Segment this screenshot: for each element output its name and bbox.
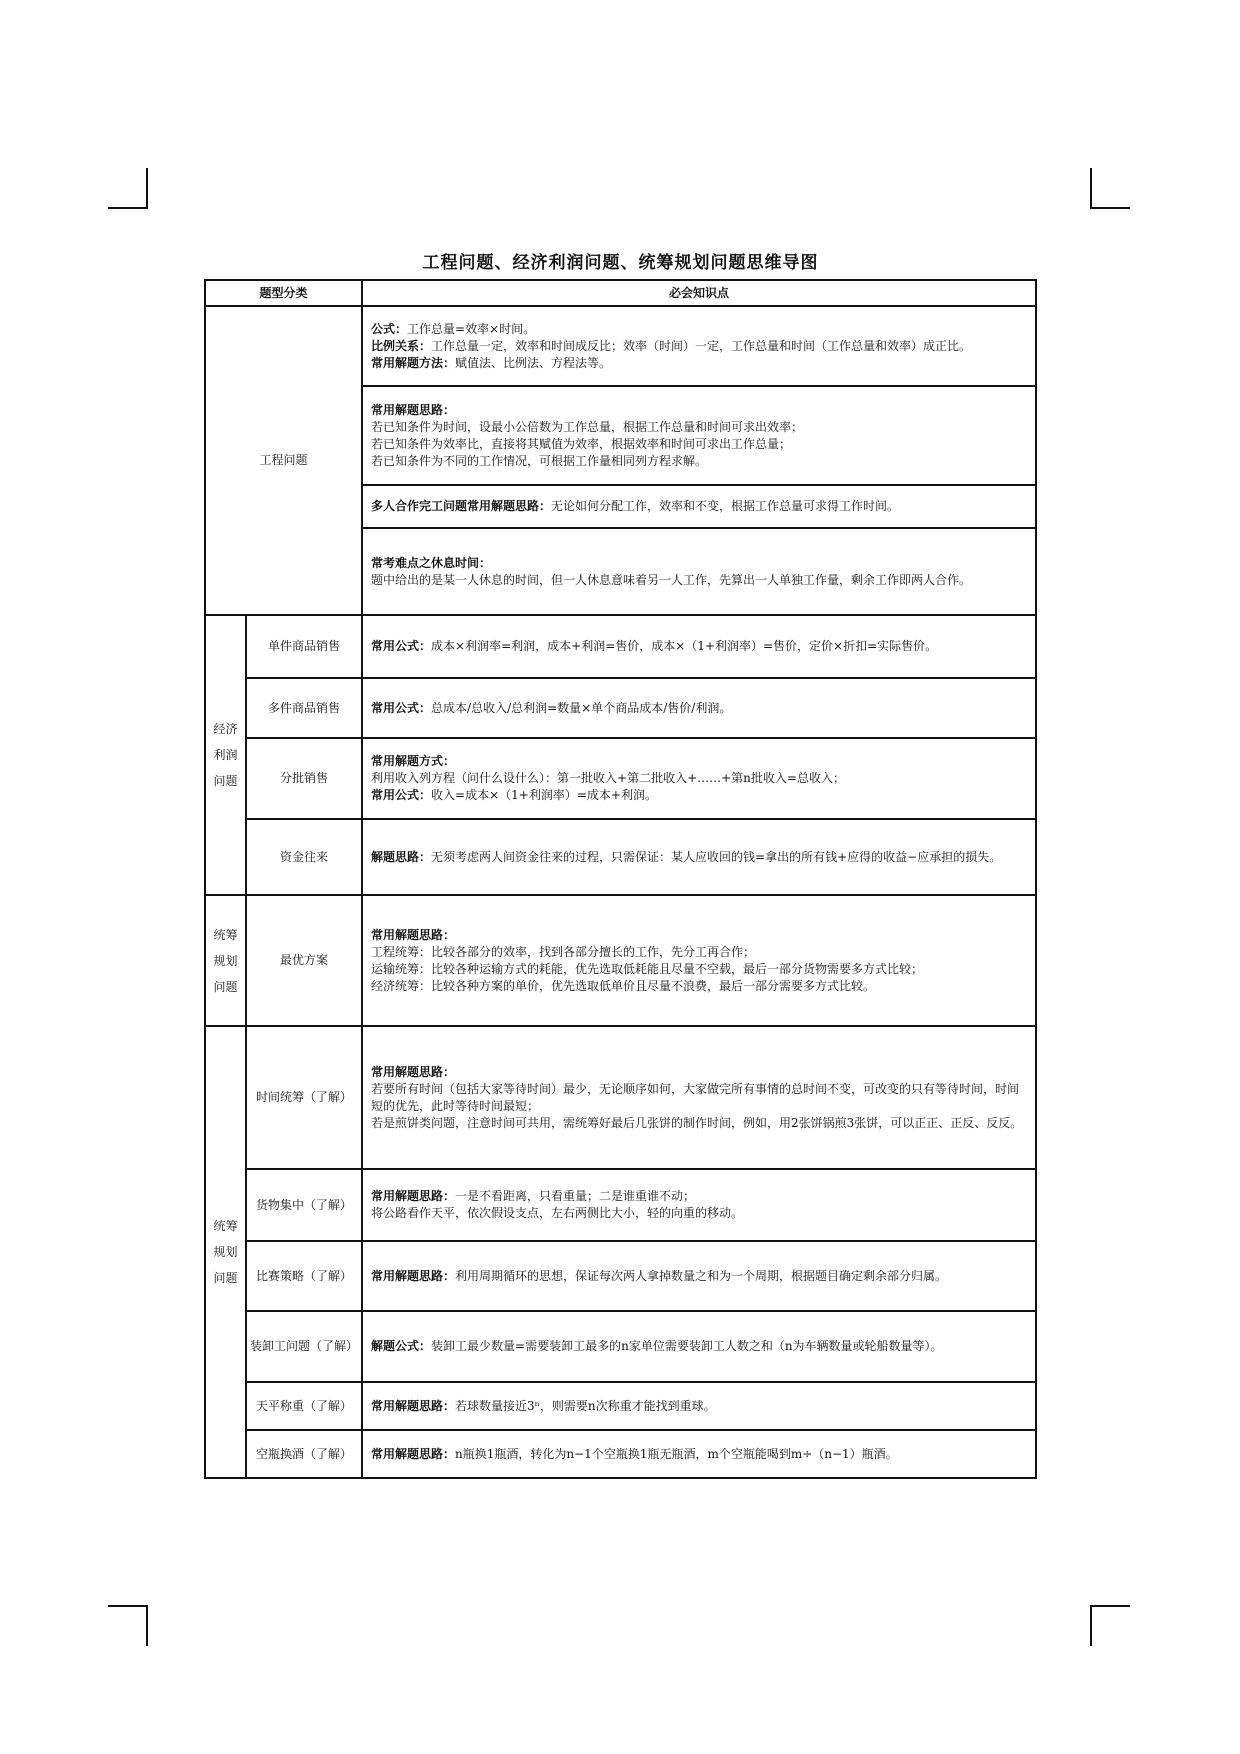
- knowledge-cell: [362, 1311, 1036, 1382]
- knowledge-line-label: 常用公式：: [371, 639, 432, 653]
- table-row: [205, 738, 1036, 819]
- knowledge-line-label: 解题思路：: [371, 849, 432, 864]
- table-row: [205, 1026, 1036, 1169]
- knowledge-cell: [362, 615, 1036, 678]
- knowledge-cell: [362, 1169, 1036, 1241]
- knowledge-line: [371, 787, 1027, 804]
- knowledge-line-text: 经济统筹：比较各种方案的单价，优先选取低单价且尽量不浪费，最后一部分需要多方式比较。: [371, 978, 876, 993]
- subcategory-cell: [246, 1382, 362, 1430]
- category-group-label: 统筹规划问题: [213, 927, 238, 994]
- knowledge-line-text: 运输统筹：比较各种运输方式的耗能，优先选取低耗能且尽量不空载，最后一部分货物需要多方式比较；: [371, 961, 924, 976]
- table-row: [205, 615, 1036, 678]
- subcategory-label: 资金往来: [280, 849, 329, 864]
- knowledge-line-text: 题中给出的是某一人休息的时间，但一人休息意味着另一人工作，先算出一人单独工作量，剩余工作即两人合作。: [371, 572, 972, 587]
- subcategory-label: 最优方案: [280, 953, 329, 967]
- table-row: [205, 678, 1036, 738]
- knowledge-cell: [362, 1026, 1036, 1169]
- knowledge-line: [371, 770, 1027, 787]
- knowledge-line: [371, 1398, 1027, 1415]
- knowledge-cell: [362, 528, 1036, 615]
- knowledge-cell: [362, 678, 1036, 738]
- knowledge-line-text: 利用收入列方程（问什么设什么）：第一批收入+第二批收入+……+第n批收入=总收入；: [371, 771, 845, 785]
- knowledge-line-label: 常用解题思路：: [371, 927, 456, 942]
- crop-mark-top-left: [108, 207, 148, 209]
- knowledge-line: [371, 1064, 1027, 1081]
- table-header-row: [205, 280, 1036, 306]
- table-row: [205, 1382, 1036, 1430]
- subcategory-label: 空瓶换酒（了解）: [256, 1446, 353, 1461]
- knowledge-line-text: 若球数量接近3ⁿ，则需要n次称重才能找到重球。: [455, 1398, 716, 1413]
- table-row: [205, 819, 1036, 895]
- subcategory-cell: [246, 1169, 362, 1241]
- knowledge-line-label: 常考难点之休息时间：: [371, 555, 492, 570]
- table-row: [205, 306, 1036, 386]
- subcategory-cell: [246, 678, 362, 738]
- subcategory-label: 多件商品销售: [268, 700, 341, 715]
- knowledge-line-label: 常用解题思路：: [371, 1446, 456, 1461]
- knowledge-cell: [362, 1241, 1036, 1311]
- knowledge-line: [371, 338, 1027, 355]
- header-knowledge: 必会知识点: [362, 280, 1036, 306]
- knowledge-cell: [362, 485, 1036, 528]
- knowledge-cell: [362, 386, 1036, 485]
- subcategory-cell: [246, 615, 362, 678]
- knowledge-line: [371, 1115, 1027, 1132]
- subcategory-cell: [246, 1430, 362, 1478]
- knowledge-line-label: 常用解题思路：: [371, 1398, 456, 1413]
- knowledge-line-text: 成本×利润率=利润，成本+利润=售价，成本×（1+利润率）=售价，定价×折扣=实际售价。: [431, 639, 938, 653]
- knowledge-line: [371, 1338, 1027, 1355]
- knowledge-line: [371, 944, 1027, 961]
- subcategory-label: 货物集中（了解）: [256, 1197, 353, 1212]
- table-row: [205, 895, 1036, 1026]
- knowledge-line-text: 工作总量一定，效率和时间成反比；效率（时间）一定，工作总量和时间（工作总量和效率）成正比。: [431, 338, 972, 353]
- knowledge-line-text: 赋值法、比例法、方程法等。: [455, 355, 612, 370]
- category-group: [205, 1026, 246, 1478]
- knowledge-line-label: 常用解题思路：: [371, 1268, 456, 1283]
- category-group: [205, 615, 246, 895]
- knowledge-line-text: n瓶换1瓶酒，转化为n−1个空瓶换1瓶无瓶酒，m个空瓶能喝到m÷（n−1）瓶酒。: [455, 1446, 898, 1461]
- knowledge-line: [371, 355, 1027, 372]
- knowledge-line-label: 解题公式：: [371, 1339, 432, 1353]
- knowledge-line-text: 若要所有时间（包括大家等待时间）最少，无论顺序如何，大家做完所有事情的总时间不变，可改变的只有等待时间，时间短的优先，此时等待时间最短；: [371, 1081, 1020, 1113]
- category-group: [205, 306, 362, 615]
- table-row: [205, 1311, 1036, 1382]
- knowledge-cell: [362, 1382, 1036, 1430]
- knowledge-cell: [362, 819, 1036, 895]
- subcategory-cell: [246, 819, 362, 895]
- knowledge-line: [371, 849, 1027, 866]
- knowledge-line: [371, 753, 1027, 770]
- subcategory-label: 单件商品销售: [268, 639, 341, 653]
- knowledge-line: [371, 961, 1027, 978]
- knowledge-line-text: 总成本/总收入/总利润=数量×单个商品成本/售价/利润。: [431, 700, 732, 715]
- knowledge-line-text: 若已知条件为不同的工作情况，可根据工作量相同列方程求解。: [371, 453, 708, 468]
- knowledge-line: [371, 638, 1027, 655]
- knowledge-line: [371, 978, 1027, 995]
- subcategory-cell: [246, 1311, 362, 1382]
- knowledge-line-label: 常用解题方式：: [371, 754, 456, 768]
- knowledge-line: [371, 453, 1027, 470]
- knowledge-line-text: 无须考虑两人间资金往来的过程，只需保证：某人应收回的钱=拿出的所有钱+应得的收益−应承担的损失。: [431, 849, 1002, 864]
- knowledge-line: [371, 700, 1027, 717]
- header-category: 题型分类: [205, 280, 362, 306]
- crop-mark-bottom-right: [1090, 1605, 1092, 1646]
- subcategory-label: 装卸工问题（了解）: [250, 1339, 359, 1353]
- subcategory-cell: [246, 738, 362, 819]
- category-group-label: 工程问题: [259, 453, 308, 467]
- knowledge-line: [371, 1446, 1027, 1463]
- knowledge-line-text: 一是不看距离，只看重量；二是谁重谁不动；: [455, 1189, 696, 1203]
- subcategory-label: 天平称重（了解）: [256, 1398, 353, 1413]
- category-group-label: 经济利润问题: [213, 722, 238, 788]
- category-group: [205, 895, 246, 1026]
- knowledge-line-text: 装卸工最少数量=需要装卸工最多的n家单位需要装卸工人数之和（n为车辆数量或轮船数量等）。: [431, 1339, 943, 1353]
- knowledge-line: [371, 1188, 1027, 1205]
- knowledge-line: [371, 1081, 1027, 1115]
- knowledge-line-label: 公式：: [371, 321, 408, 336]
- knowledge-line-label: 常用解题思路：: [371, 1189, 456, 1203]
- knowledge-line: [371, 555, 1027, 572]
- knowledge-line: [371, 498, 1027, 515]
- crop-mark-bottom-left: [146, 1605, 148, 1646]
- knowledge-line-label: 常用公式：: [371, 700, 432, 715]
- crop-mark-bottom-left: [108, 1605, 148, 1607]
- crop-mark-top-left: [146, 168, 148, 209]
- table-row: [205, 1169, 1036, 1241]
- knowledge-line: [371, 1268, 1027, 1285]
- knowledge-line-text: 若已知条件为效率比，直接将其赋值为效率，根据效率和时间可求出工作总量；: [371, 436, 792, 451]
- knowledge-line-label: 比例关系：: [371, 338, 432, 353]
- crop-mark-top-right: [1090, 207, 1130, 209]
- subcategory-cell: [246, 1026, 362, 1169]
- knowledge-line: [371, 1205, 1027, 1222]
- table-row: [205, 1430, 1036, 1478]
- knowledge-line: [371, 419, 1027, 436]
- table-row: [205, 1241, 1036, 1311]
- subcategory-label: 时间统筹（了解）: [256, 1090, 353, 1104]
- knowledge-line-text: 将公路看作天平，依次假设支点，左右两侧比大小，轻的向重的移动。: [371, 1206, 744, 1220]
- subcategory-label: 比赛策略（了解）: [256, 1268, 353, 1283]
- knowledge-line-label: 常用解题思路：: [371, 1064, 456, 1079]
- knowledge-line-label: 常用解题思路：: [371, 402, 456, 417]
- knowledge-line-text: 收入=成本×（1+利润率）=成本+利润。: [431, 788, 657, 802]
- knowledge-line-text: 利用周期循环的思想，保证每次两人拿掉数量之和为一个周期，根据题目确定剩余部分归属。: [455, 1268, 948, 1283]
- crop-mark-bottom-right: [1090, 1605, 1130, 1607]
- knowledge-line-label: 常用解题方法：: [371, 355, 456, 370]
- subcategory-label: 分批销售: [280, 771, 329, 785]
- knowledge-cell: [362, 895, 1036, 1026]
- subcategory-cell: [246, 1241, 362, 1311]
- knowledge-line-text: 若是煎饼类问题，注意时间可共用，需统筹好最后几张饼的制作时间，例如，用2张饼锅煎3张饼，可以正正、正反、反反。: [371, 1115, 1023, 1130]
- knowledge-cell: [362, 1430, 1036, 1478]
- knowledge-line: [371, 402, 1027, 419]
- knowledge-line-text: 工程统筹：比较各部分的效率，找到各部分擅长的工作，先分工再合作；: [371, 944, 756, 959]
- crop-mark-top-right: [1090, 168, 1092, 209]
- mind-map-table: [204, 279, 1037, 1479]
- knowledge-line-text: 若已知条件为时间，设最小公倍数为工作总量，根据工作总量和时间可求出效率；: [371, 419, 804, 434]
- category-group-label: 统筹规划问题: [213, 1219, 238, 1285]
- knowledge-line: [371, 321, 1027, 338]
- knowledge-line-label: 多人合作完工问题常用解题思路：: [371, 499, 552, 513]
- knowledge-line: [371, 572, 1027, 589]
- knowledge-line-text: 无论如何分配工作，效率和不变，根据工作总量可求得工作时间。: [551, 499, 900, 513]
- knowledge-cell: [362, 306, 1036, 386]
- page-title: 工程问题、经济利润问题、统筹规划问题思维导图: [422, 253, 819, 273]
- knowledge-cell: [362, 738, 1036, 819]
- knowledge-line-label: 常用公式：: [371, 788, 432, 802]
- knowledge-line-text: 工作总量=效率×时间。: [407, 321, 536, 336]
- knowledge-line: [371, 927, 1027, 944]
- subcategory-cell: [246, 895, 362, 1026]
- knowledge-line: [371, 436, 1027, 453]
